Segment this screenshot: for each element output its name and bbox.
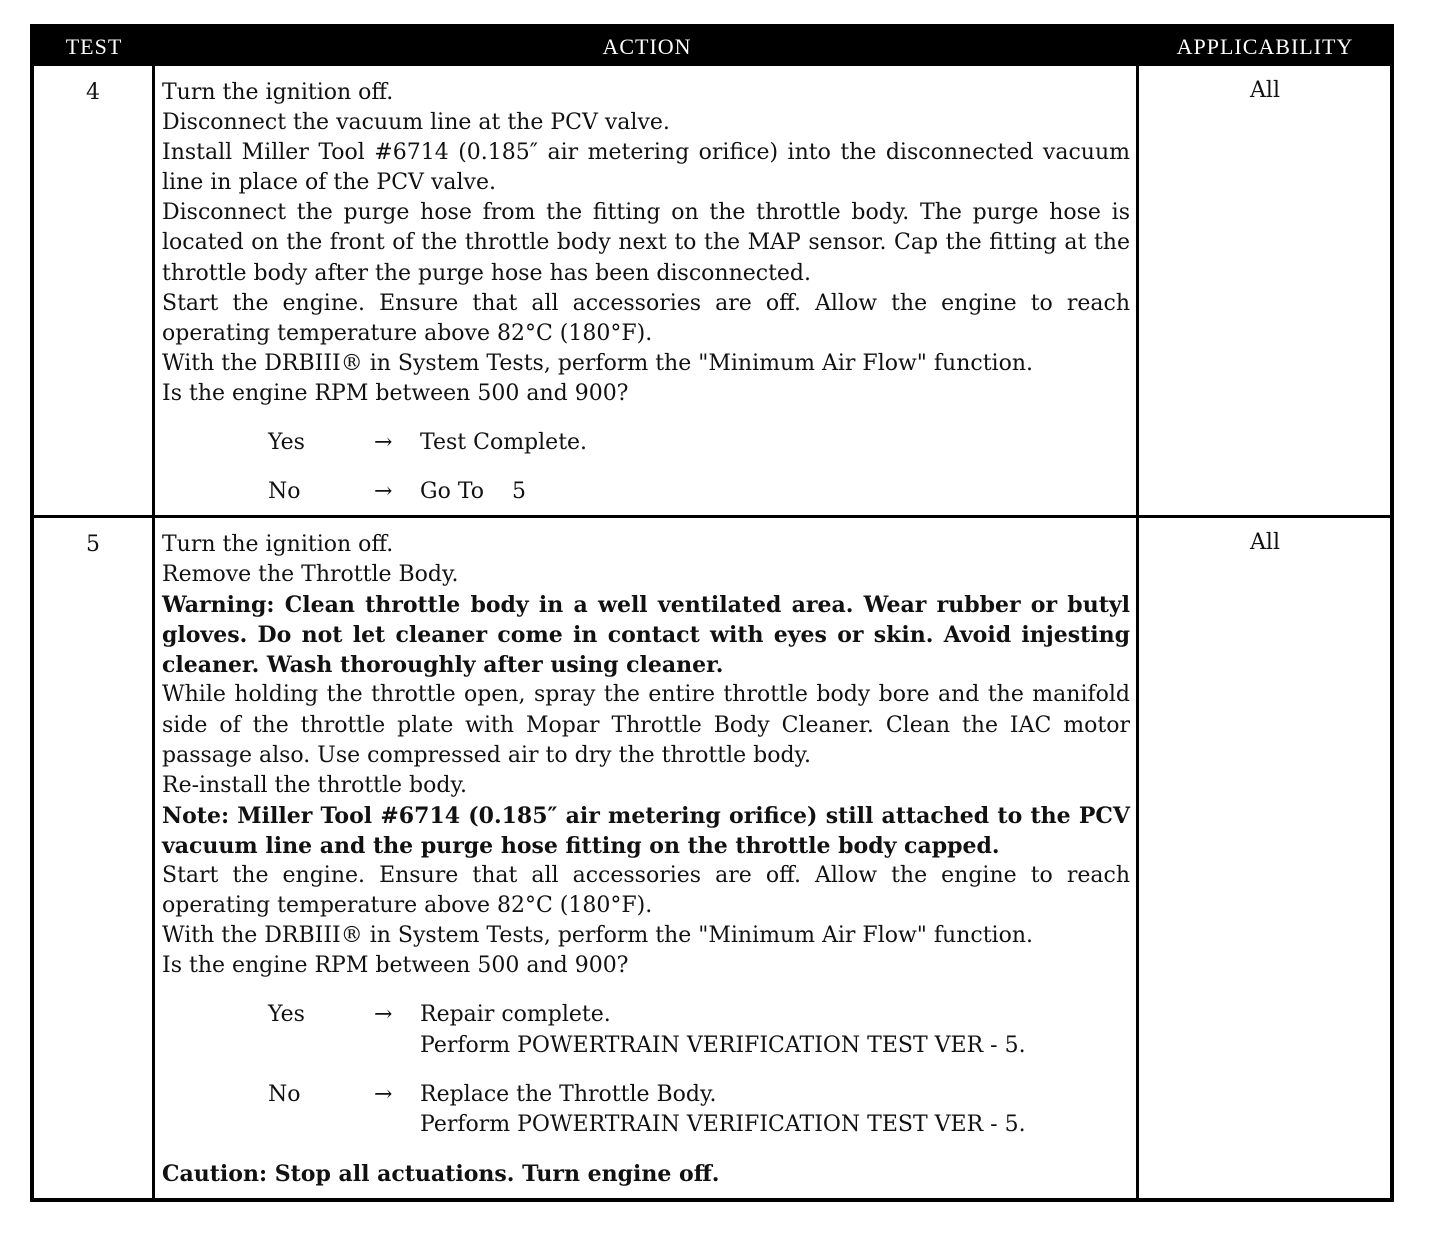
yes-result bbox=[420, 1000, 1130, 1060]
yes-label: Yes bbox=[268, 430, 305, 456]
no-branch bbox=[162, 1080, 1130, 1140]
step-text: With the DRBIII® in System Tests, perform the "Minimum Air Flow" function. bbox=[162, 350, 1033, 376]
arrow-right-icon: → bbox=[374, 1002, 393, 1028]
no-result-line: Replace the Throttle Body. bbox=[420, 1081, 717, 1107]
step-text: Turn the ignition off. bbox=[162, 80, 394, 105]
yes-branch bbox=[162, 1000, 1130, 1060]
no-label: No bbox=[268, 1081, 301, 1107]
step-text: Remove the Throttle Body. bbox=[162, 562, 459, 588]
yes-result-line: Repair complete. bbox=[420, 1002, 611, 1028]
step-text: Start the engine. Ensure that all accessories are off. Allow the engine to reach operating temperature above 82°C (180°F). bbox=[162, 290, 1130, 346]
applicability-value: All bbox=[1250, 78, 1280, 103]
action-cell bbox=[162, 530, 1130, 1189]
row-divider bbox=[34, 515, 1390, 518]
step-text: With the DRBIII® in System Tests, perform the "Minimum Air Flow" function. bbox=[162, 923, 1033, 949]
step-text: Install Miller Tool #6714 (0.185″ air metering orifice) into the disconnected vacuum line in place of the PCV valve. bbox=[162, 140, 1130, 196]
step-text: Start the engine. Ensure that all accessories are off. Allow the engine to reach operating temperature above 82°C (180°F). bbox=[162, 863, 1130, 919]
question-text: Is the engine RPM between 500 and 900? bbox=[162, 380, 629, 406]
header-test: TEST bbox=[65, 34, 123, 59]
header-applicability: APPLICABILITY bbox=[1176, 34, 1354, 59]
yes-branch bbox=[162, 428, 1130, 458]
caution-text: Caution: Stop all actuations. Turn engine off. bbox=[162, 1160, 720, 1187]
column-divider bbox=[1136, 66, 1139, 1198]
column-divider bbox=[152, 66, 155, 1198]
arrow-right-icon: → bbox=[374, 479, 393, 505]
arrow-right-icon: → bbox=[374, 430, 393, 456]
yes-label: Yes bbox=[268, 1002, 305, 1028]
arrow-right-icon: → bbox=[374, 1081, 393, 1107]
no-result-line: Perform POWERTRAIN VERIFICATION TEST VER - 5. bbox=[420, 1111, 1026, 1137]
test-number: 5 bbox=[86, 532, 100, 557]
step-text: Re-install the throttle body. bbox=[162, 772, 467, 798]
no-branch bbox=[162, 477, 1130, 507]
no-result bbox=[420, 1080, 1130, 1140]
step-text: Disconnect the purge hose from the fitting on the throttle body. The purge hose is located on the front of the throttle body next to the MAP sensor. Cap the fitting at the throttle body after the purge hose has been disconnected. bbox=[162, 200, 1130, 286]
action-cell bbox=[162, 78, 1130, 507]
yes-result-line: Perform POWERTRAIN VERIFICATION TEST VER - 5. bbox=[420, 1032, 1026, 1058]
no-result: Go To 5 bbox=[420, 479, 526, 505]
diagnostic-table bbox=[30, 24, 1394, 1202]
step-text: While holding the throttle open, spray the entire throttle body bore and the manifold side of the throttle plate with Mopar Throttle Body Cleaner. Clean the IAC motor passage also. Use compressed air to dry the throttle body. bbox=[162, 682, 1130, 768]
table-header bbox=[34, 28, 1390, 66]
question-text: Is the engine RPM between 500 and 900? bbox=[162, 953, 629, 979]
no-label: No bbox=[268, 479, 301, 505]
applicability-value: All bbox=[1250, 530, 1280, 555]
yes-result: Test Complete. bbox=[420, 430, 588, 456]
step-text: Disconnect the vacuum line at the PCV valve. bbox=[162, 110, 670, 136]
header-action: ACTION bbox=[602, 34, 692, 59]
note-text: Note: Miller Tool #6714 (0.185″ air metering orifice) still attached to the PCV vacuum line and the purge hose fitting on the throttle body capped. bbox=[162, 802, 1130, 859]
step-text: Turn the ignition off. bbox=[162, 532, 394, 557]
test-number: 4 bbox=[86, 80, 100, 105]
warning-text: Warning: Clean throttle body in a well ventilated area. Wear rubber or butyl gloves. Do not let cleaner come in contact with eyes or skin. Avoid injesting cleaner. Wash thoroughly after using cleaner. bbox=[162, 592, 1130, 679]
